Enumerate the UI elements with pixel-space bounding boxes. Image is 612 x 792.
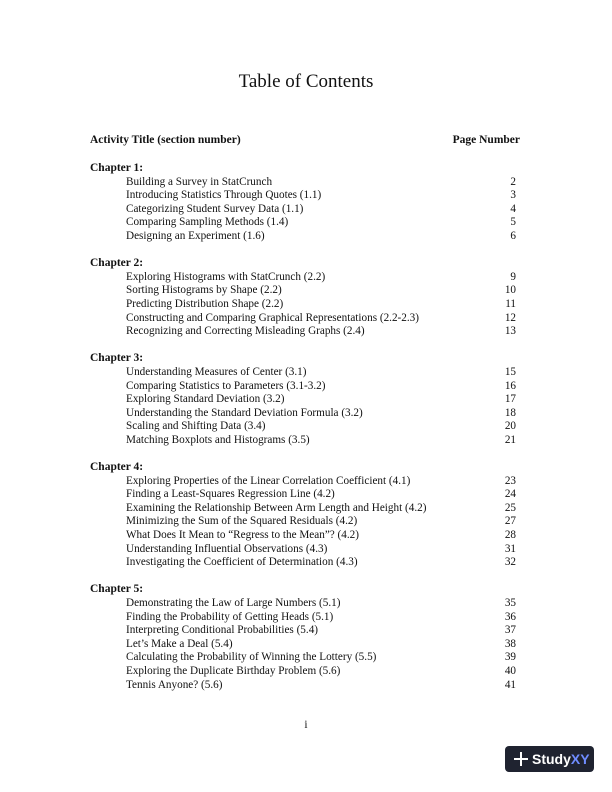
entry-title: Introducing Statistics Through Quotes (1.1)	[126, 189, 322, 202]
toc-entry	[90, 325, 516, 339]
toc-entry	[90, 515, 516, 529]
entry-title: Designing an Experiment (1.6)	[126, 229, 265, 242]
toc-entry	[90, 407, 516, 421]
entry-page: 28	[504, 529, 516, 542]
toc-entry	[90, 393, 516, 407]
entry-title: Examining the Relationship Between Arm Length and Height (4.2)	[126, 501, 427, 514]
toc-entry	[90, 543, 516, 557]
entry-page: 40	[504, 664, 516, 677]
entry-title: Let’s Make a Deal (5.4)	[126, 637, 233, 650]
toc-entry	[90, 189, 516, 203]
entry-title: Constructing and Comparing Graphical Representations (2.2-2.3)	[126, 311, 419, 324]
chapter-title: Chapter 3:	[90, 352, 144, 365]
toc-entry	[90, 597, 516, 611]
entry-page: 32	[504, 556, 516, 569]
entry-page: 15	[504, 365, 516, 378]
entry-title: Understanding Measures of Center (3.1)	[126, 365, 307, 378]
entry-page: 37	[504, 624, 516, 637]
entry-page: 11	[505, 297, 516, 310]
entry-title: Exploring Standard Deviation (3.2)	[126, 393, 285, 406]
entry-title: Finding the Probability of Getting Heads (5.1)	[126, 610, 334, 623]
entry-page: 9	[510, 270, 516, 283]
toc-entry	[90, 488, 516, 502]
toc-header	[90, 134, 520, 150]
toc-entry	[90, 298, 516, 312]
entry-page: 6	[510, 229, 516, 242]
entry-title: Comparing Statistics to Parameters (3.1-3.2)	[126, 379, 326, 392]
toc-entry	[90, 502, 516, 516]
entry-title: Predicting Distribution Shape (2.2)	[126, 297, 284, 310]
entry-title: Exploring Histograms with StatCrunch (2.2)	[126, 270, 326, 283]
header-page-number: Page Number	[452, 134, 520, 146]
entry-title: Scaling and Shifting Data (3.4)	[126, 420, 266, 433]
entry-page: 20	[504, 420, 516, 433]
entry-title: Comparing Sampling Methods (1.4)	[126, 216, 289, 229]
toc-entry	[90, 176, 516, 190]
toc-content	[90, 162, 516, 706]
entry-title: Calculating the Probability of Winning the Lottery (5.5)	[126, 651, 377, 664]
toc-entry	[90, 230, 516, 244]
entry-page: 25	[504, 501, 516, 514]
entry-page: 17	[504, 393, 516, 406]
entry-title: Finding a Least-Squares Regression Line (4.2)	[126, 488, 335, 501]
chapter-title: Chapter 4:	[90, 461, 144, 474]
entry-page: 10	[504, 284, 516, 297]
entry-page: 16	[504, 379, 516, 392]
entry-title: Tennis Anyone? (5.6)	[126, 678, 223, 691]
header-activity-title: Activity Title (section number)	[90, 134, 241, 146]
entry-page: 21	[504, 433, 516, 446]
entry-title: Understanding the Standard Deviation Formula (3.2)	[126, 406, 363, 419]
badge-brand-xy: XY	[570, 751, 590, 767]
toc-entry	[90, 271, 516, 285]
entry-title: Matching Boxplots and Histograms (3.5)	[126, 433, 310, 446]
entry-page: 4	[510, 202, 516, 215]
entry-title: Investigating the Coefficient of Determination (4.3)	[126, 556, 358, 569]
entry-title: Categorizing Student Survey Data (1.1)	[126, 202, 304, 215]
toc-entry	[90, 312, 516, 326]
chapter-3	[90, 352, 516, 447]
plus-icon	[510, 746, 532, 772]
toc-entry	[90, 529, 516, 543]
chapter-4	[90, 461, 516, 570]
entry-page: 35	[504, 597, 516, 609]
plus-icon-svg	[514, 752, 528, 766]
badge-brand-study: Study	[532, 751, 571, 767]
chapter-title: Chapter 1:	[90, 162, 144, 174]
toc-entry	[90, 624, 516, 638]
entry-page: 24	[504, 488, 516, 501]
entry-page: 39	[504, 651, 516, 664]
toc-entry	[90, 366, 516, 380]
chapter-title: Chapter 2:	[90, 257, 144, 270]
toc-entry	[90, 434, 516, 448]
toc-entry	[90, 284, 516, 298]
chapter-title: Chapter 5:	[90, 583, 144, 596]
page-title: Table of Contents	[238, 71, 374, 92]
entry-title: Recognizing and Correcting Misleading Graphs (2.4)	[126, 325, 365, 338]
toc-entry	[90, 216, 516, 230]
entry-page: 3	[510, 189, 516, 202]
entry-page: 27	[504, 515, 516, 528]
toc-entry	[90, 203, 516, 217]
entry-page: 2	[510, 175, 516, 188]
entry-page: 38	[504, 637, 516, 650]
entry-title: Building a Survey in StatCrunch	[126, 175, 273, 188]
toc-entry	[90, 665, 516, 679]
entry-title: Understanding Influential Observations (4.3)	[126, 542, 328, 555]
entry-page: 18	[504, 406, 516, 419]
toc-entry	[90, 638, 516, 652]
entry-page: 13	[504, 325, 516, 338]
toc-entry	[90, 556, 516, 570]
toc-entry	[90, 611, 516, 625]
entry-title: Exploring Properties of the Linear Correlation Coefficient (4.1)	[126, 474, 411, 487]
page-number: i	[304, 719, 308, 731]
entry-page: 31	[504, 542, 516, 555]
chapter-5	[90, 583, 516, 692]
entry-page: 5	[510, 216, 516, 229]
chapter-1	[90, 162, 516, 244]
toc-entry	[90, 475, 516, 489]
entry-page: 36	[504, 610, 516, 623]
toc-entry	[90, 420, 516, 434]
entry-title: Demonstrating the Law of Large Numbers (5.1)	[126, 597, 341, 609]
entry-title: Interpreting Conditional Probabilities (5.4)	[126, 624, 319, 637]
entry-title: Exploring the Duplicate Birthday Problem (5.6)	[126, 664, 341, 677]
toc-entry	[90, 651, 516, 665]
toc-entry	[90, 679, 516, 693]
entry-title: What Does It Mean to “Regress to the Mean”? (4.2)	[126, 529, 359, 542]
chapter-2	[90, 257, 516, 339]
studyxy-badge[interactable]	[505, 746, 594, 772]
entry-page: 41	[504, 678, 516, 691]
entry-title: Sorting Histograms by Shape (2.2)	[126, 284, 282, 297]
entry-title: Minimizing the Sum of the Squared Residuals (4.2)	[126, 515, 358, 528]
entry-page: 12	[504, 311, 516, 324]
toc-entry	[90, 380, 516, 394]
entry-page: 23	[504, 474, 516, 487]
